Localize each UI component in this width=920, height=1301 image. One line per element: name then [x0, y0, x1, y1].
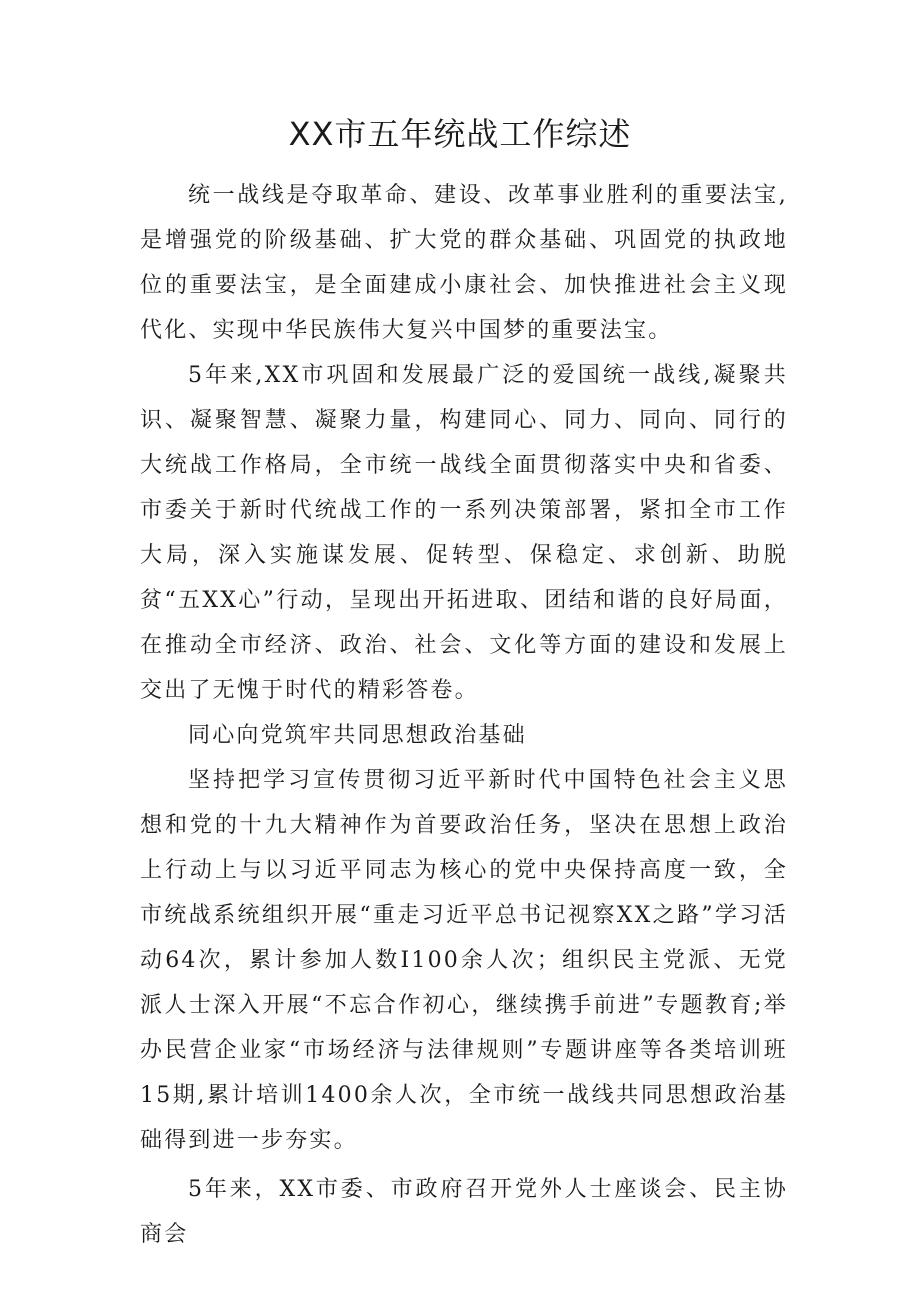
paragraph-ideology: 坚持把学习宣传贯彻习近平新时代中国特色社会主义思想和党的十九大精神作为首要政治任务，坚决在思想上政治上行动上与以习近平同志为核心的党中央保持高度一致，全市统战系统组织开展“重走习近平总书记视察XX之路”学习活动64次，累计参加人数I100余人次；组织民主党派、无党派人士深入开展“不忘合作初心，继续携手前进”专题教育;举办民营企业家“市场经济与法律规则”专题讲座等各类培训班15期,累计培训1400余人次，全市统一战线共同思想政治基础得到进一步夯实。: [140, 768, 788, 1153]
paragraph-intro: 统一战线是夺取革命、建设、改革事业胜利的重要法宝,是增强党的阶级基础、扩大党的群众基础、巩固党的执政地位的重要法宝，是全面建成小康社会、加快推进社会主义现代化、实现中华民族伟大复兴中国梦的重要法宝。: [140, 183, 788, 343]
section-heading: 同心向党筑牢共同思想政治基础: [188, 723, 527, 748]
document-body: [140, 173, 788, 1257]
paragraph-five-years: 5年来,XX市巩固和发展最广泛的爱国统一战线,凝聚共识、凝聚智慧、凝聚力量，构建同心、同力、同向、同行的大统战工作格局，全市统一战线全面贯彻落实中央和省委、市委关于新时代统战工作的一系列决策部署，紧扣全市工作大局，深入实施谋发展、促转型、保稳定、求创新、助脱贫“五XX心”行动，呈现出开拓进取、团结和谐的良好局面，在推动全市经济、政治、社会、文化等方面的建设和发展上交出了无愧于时代的精彩答卷。: [140, 363, 788, 703]
paragraph-consultation: 5年来，XX市委、市政府召开党外人士座谈会、民主协商会: [140, 1177, 788, 1247]
document-title: XX市五年统战工作综述: [288, 115, 632, 153]
